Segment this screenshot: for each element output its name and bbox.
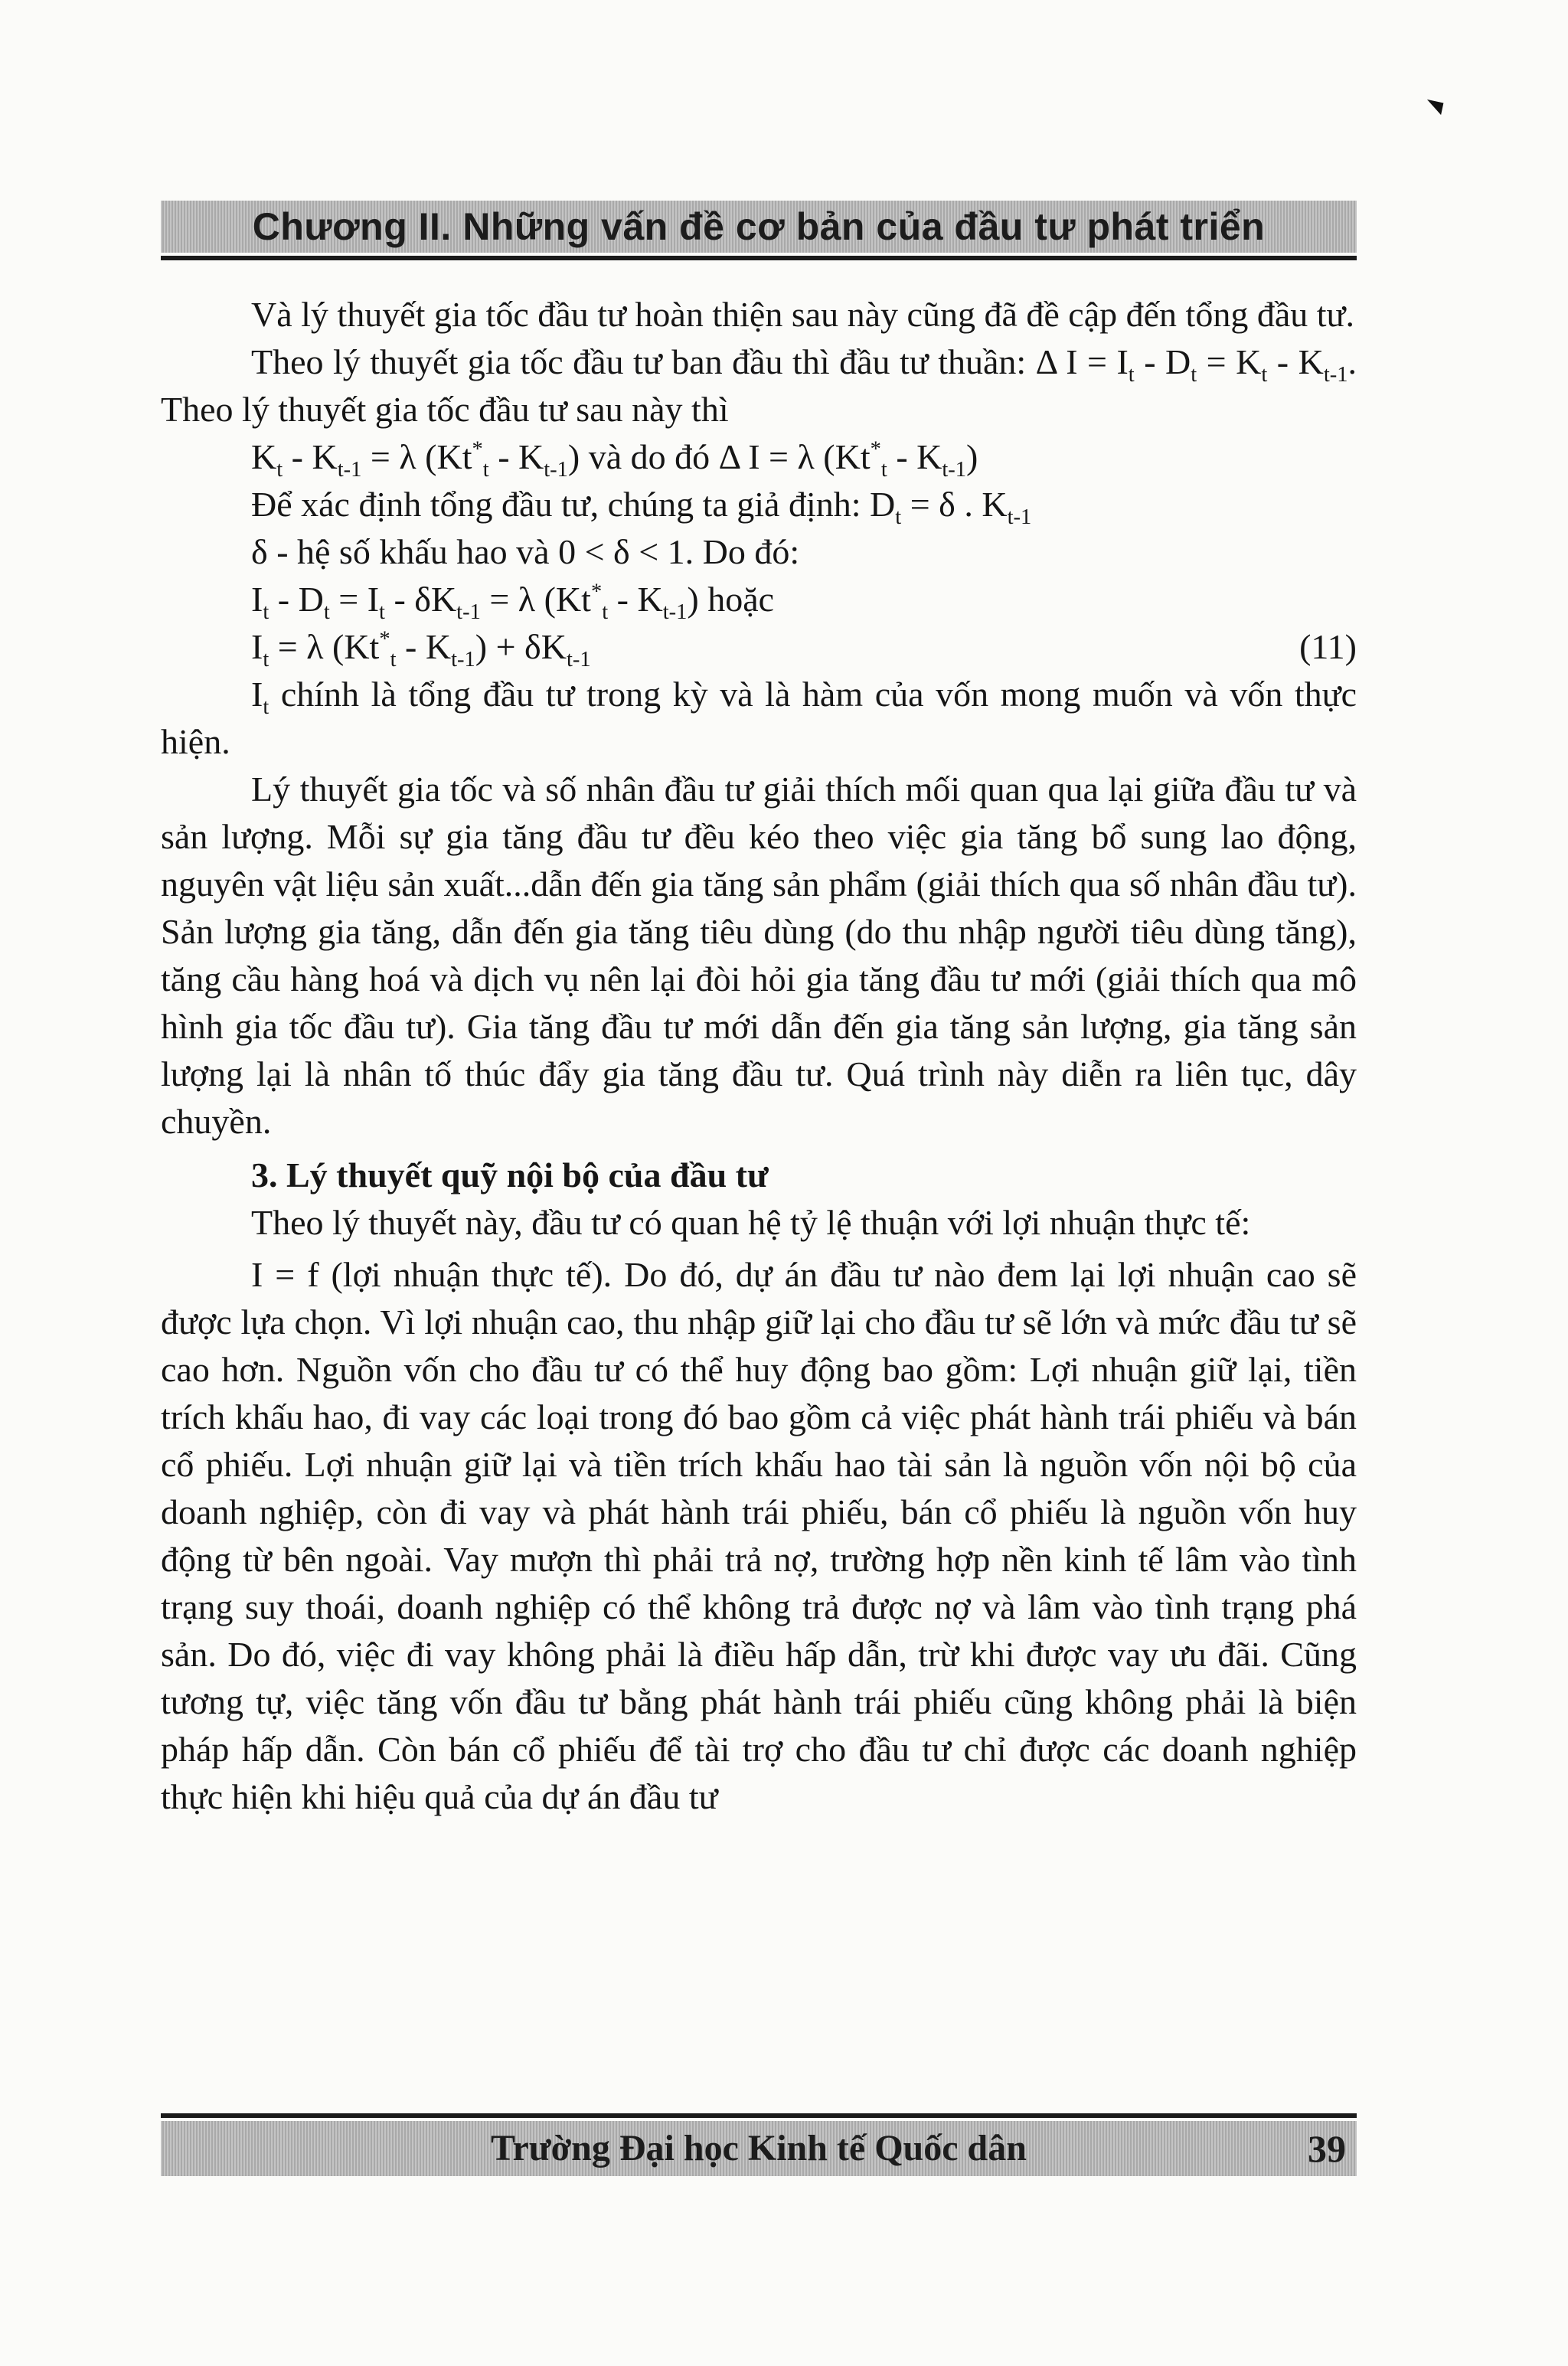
equation-3-text: hoặc [707,580,775,619]
header-rule [161,256,1357,260]
paragraph-5-text: chính là tổng đầu tư trong kỳ và là hàm của vốn mong muốn và vốn thực hiện. [161,675,1357,761]
assumption-line: Để xác định tổng đầu tư, chúng ta giả định: $D_t = \delta$ . $K_{t-1}$ [251,485,1032,530]
paragraph-8: I = f (lợi nhuận thực tế). Do đó, dự án đầu tư nào đem lại lợi nhuận cao sẽ được lựa chọn. Vì lợi nhuận cao, thu nhập giữ lại cho đầu tư sẽ lớn và mức đầu tư sẽ cao hơn. Nguồn vốn cho đầu tư có thể huy động bao gồm: Lợi nhuận giữ lại, tiền trích khấu hao, đi vay các loại trong đó bao gồm cả việc phát hành trái phiếu và bán cổ phiếu. Lợi nhuận giữ lại và tiền trích khấu hao tài sản là nguồn vốn nội bộ của doanh nghiệp, còn đi vay và phát hành trái phiếu, bán cổ phiếu là nguồn vốn huy động từ bên ngoài. Vay mượn thì phải trả nợ, trường hợp nền kinh tế lâm vào tình trạng suy thoái, doanh nghiệp có thể không trả được nợ và lâm vào tình trạng phá sản. Do đó, việc đi vay không phải là điều hấp dẫn, trừ khi được vay ưu đãi. Cũng tương tự, việc tăng vốn đầu tư bằng phát hành trái phiếu cũng không phải là biện pháp hấp dẫn. Còn bán cổ phiếu để tài trợ cho đầu tư chỉ được các doanh nghiệp thực hiện khi hiệu quả của dự án đầu tư [161,1255,1357,1816]
paragraph-2-text-b: Theo lý thuyết gia tốc đầu tư sau này thì [161,390,729,429]
equation-1-text: và do đó [588,437,710,476]
depreciation-text: - hệ số khấu hao và 0 < [276,532,605,571]
footer-institution: Trường Đại học Kinh tế Quốc dân [491,2128,1027,2168]
chapter-title: Chương II. Những vấn đề cơ bản của đầu tư phát triển [252,205,1266,248]
equation-11-formula: $I_t = \lambda$ $(Kt^*_t - K_{t-1}) + \delta K_{t-1}$ [251,627,591,672]
depreciation-text-end: < 1. Do đó: [639,532,800,571]
paragraph-7: Theo lý thuyết này, đầu tư có quan hệ tỷ lệ thuận với lợi nhuận thực tế: [251,1203,1251,1242]
page-body [161,291,1357,1821]
depreciation-definition: δ - hệ số khấu hao và 0 < δ < 1. Do đó: [251,532,800,571]
equation-11 [161,623,1357,671]
paragraph-6: Lý thuyết gia tốc và số nhân đầu tư giải thích mối quan qua lại giữa đầu tư và sản lượng. Mỗi sự gia tăng đầu tư đều kéo theo việc gia tăng bổ sung lao động, nguyên vật liệu sản xuất...dẫn đến gia tăng sản phẩm (giải thích qua số nhân đầu tư). Sản lượng gia tăng, dẫn đến gia tăng tiêu dùng (do thu nhập người tiêu dùng tăng), tăng cầu hàng hoá và dịch vụ nên lại đòi hỏi gia tăng đầu tư mới (giải thích qua mô hình gia tốc đầu tư). Gia tăng đầu tư mới dẫn đến gia tăng sản lượng, gia tăng sản lượng lại là nhân tố thúc đẩy gia tăng đầu tư. Quá trình này diễn ra liên tục, dây chuyền. [161,770,1357,1141]
equation-number: (11) [1299,627,1357,666]
page-footer [161,2121,1357,2176]
assumption-text: Để xác định tổng đầu tư, chúng ta giả định: [251,485,861,524]
footer-rule [161,2113,1357,2118]
paragraph-1: Và lý thuyết gia tốc đầu tư hoàn thiện sau này cũng đã đề cập đến tổng đầu tư. [251,295,1354,334]
paragraph-2: Theo lý thuyết gia tốc đầu tư ban đầu thì đầu tư thuần: Δ $I = I_t - D_t = K_t - K_{t-1}$. Theo lý thuyết gia tốc đầu tư sau này thì [161,342,1357,429]
corner-mark [1425,100,1444,115]
page-number: 39 [1308,2127,1346,2170]
equation-1: $K_t - K_{t-1} = \lambda$ $(Kt^*_t - K_{t-1})$ và do đó Δ I = λ $(Kt^*_t - K_{t-1})$ [251,437,978,482]
paragraph-2-text-a: Theo lý thuyết gia tốc đầu tư ban đầu thì đầu tư thuần: [251,342,1027,381]
equation-3: $I_t - D_t = I_t - \delta K_{t-1} = \lambda$ $(Kt^*_t - K_{t-1})$ hoặc [251,580,775,625]
section-heading: 3. Lý thuyết quỹ nội bộ của đầu tư [251,1155,769,1194]
paragraph-5: $I_t$ chính là tổng đầu tư trong kỳ và là hàm của vốn mong muốn và vốn thực hiện. [161,675,1357,761]
chapter-header [161,201,1357,253]
